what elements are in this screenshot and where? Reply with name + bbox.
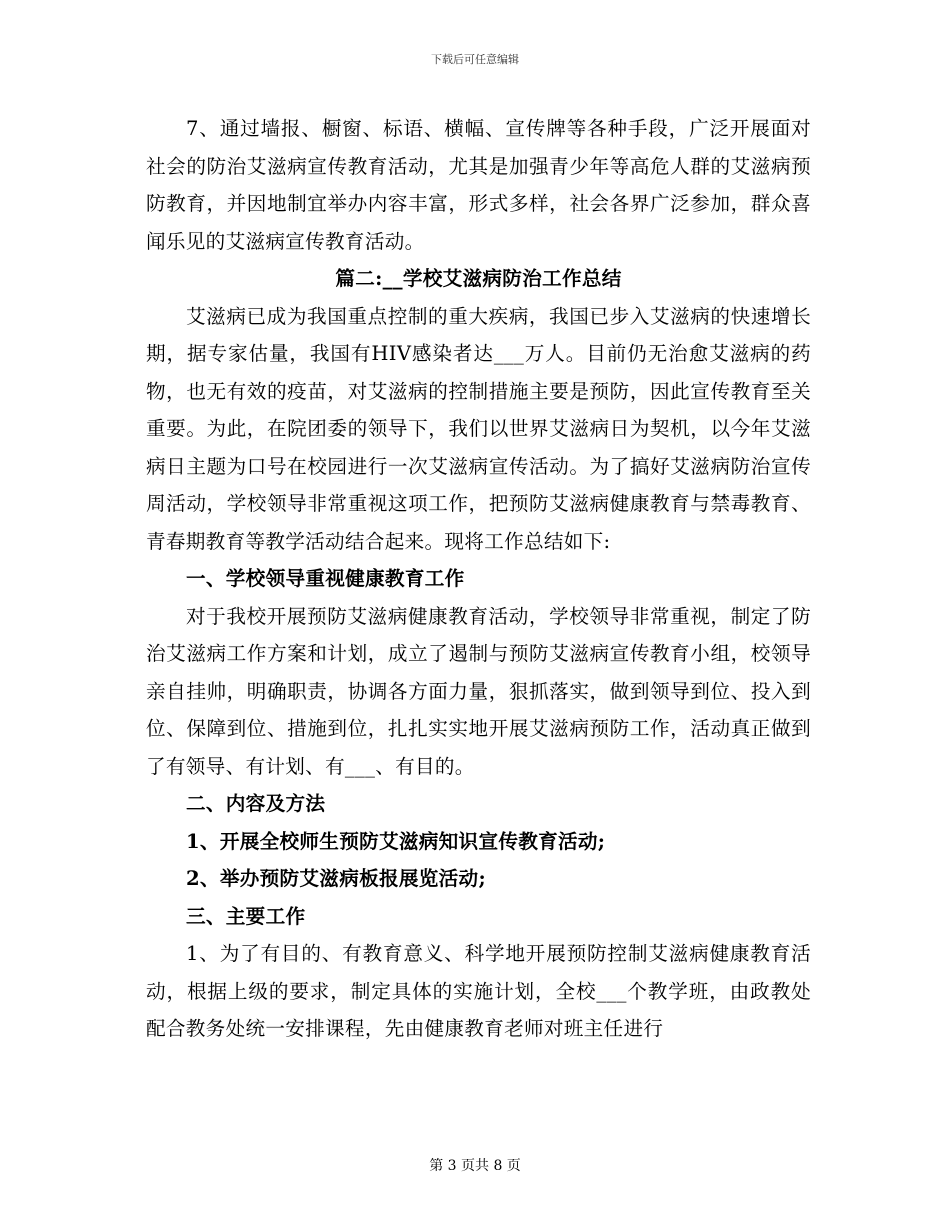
heading-1: 一、学校领导重视健康教育工作 bbox=[186, 567, 465, 590]
heading-3: 三、主要工作 bbox=[186, 904, 306, 928]
section-title: 篇二:__学校艾滋病防治工作总结 bbox=[335, 267, 622, 290]
heading-2: 二、内容及方法 bbox=[186, 792, 326, 815]
page-footer: 第 3 页共 8 页 bbox=[429, 1158, 521, 1174]
paragraph-item-7: 7、通过墙报、橱窗、标语、横幅、宣传牌等各种手段，广泛开展面对社会的防治艾滋病宣传教育活动，尤其是加强青少年等高危人群的艾滋病预防教育，并因地制宜举办内容丰富，形式多样，社会各界广泛参加，群众喜闻乐见的艾滋病宣传教育活动。 bbox=[146, 117, 811, 253]
work-paragraph-1: 1、为了有目的、有教育意义、科学地开展预防控制艾滋病健康教育活动，根据上级的要求，制定具体的实施计划，全校___个教学班，由政教处配合教务处统一安排课程，先由健康教育老师对班主任进行 bbox=[146, 942, 811, 1040]
document-body bbox=[146, 110, 811, 1048]
method-item-1: 1、开展全校师生预防艾滋病知识宣传教育活动; bbox=[186, 829, 606, 853]
intro-paragraph: 艾滋病已成为我国重点控制的重大疾病，我国已步入艾滋病的快速增长期，据专家估量，我国有HIV感染者达___万人。目前仍无治愈艾滋病的药物，也无有效的疫苗，对艾滋病的控制措施主要是预防，因此宣传教育至关重要。为此，在院团委的领导下，我们以世界艾滋病日为契机，以今年艾滋病日主题为口号在校园进行一次艾滋病宣传活动。为了搞好艾滋病防治宣传周活动，学校领导非常重视这项工作，把预防艾滋病健康教育与禁毒教育、青春期教育等教学活动结合起来。现将工作总结如下: bbox=[146, 304, 811, 553]
page-header: 下载后可任意编辑 bbox=[431, 53, 519, 66]
method-item-2: 2、举办预防艾滋病板报展览活动; bbox=[186, 867, 486, 890]
leadership-paragraph: 对于我校开展预防艾滋病健康教育活动，学校领导非常重视，制定了防治艾滋病工作方案和计划，成立了遏制与预防艾滋病宣传教育小组，校领导亲自挂帅，明确职责，协调各方面力量，狠抓落实，做到领导到位、投入到位、保障到位、措施到位，扎扎实实地开展艾滋病预防工作，活动真正做到了有领导、有计划、有___、有目的。 bbox=[146, 604, 811, 778]
